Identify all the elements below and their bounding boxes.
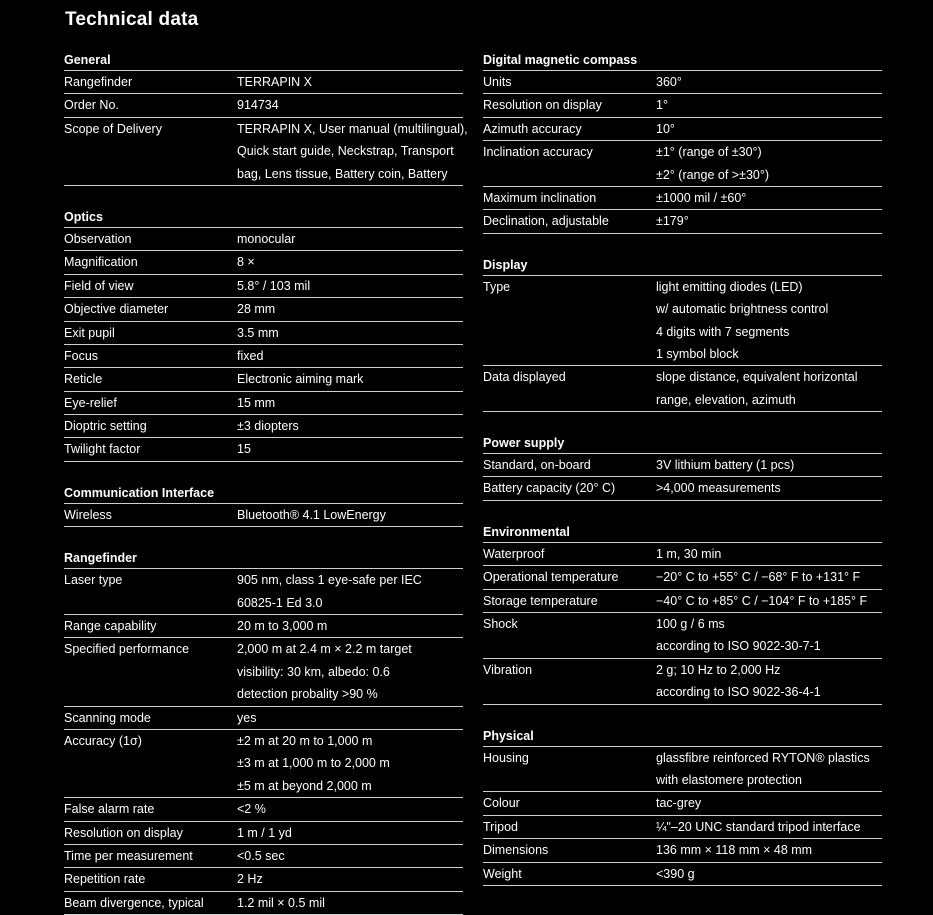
- spec-value-line: 360°: [656, 75, 682, 89]
- spec-value: [237, 415, 463, 437]
- spec-value-line: w/ automatic brightness control: [656, 302, 829, 317]
- spec-value: [237, 707, 463, 729]
- spec-label: Resolution on display: [64, 825, 183, 840]
- spec-value-line: 3.5 mm: [237, 325, 279, 340]
- spec-label: Type: [483, 279, 511, 294]
- spec-value-line: 905 nm, class 1 eye-safe per IEC: [237, 573, 422, 588]
- spec-row-shock: [483, 613, 882, 659]
- spec-value-line: ±2 m at 20 m to 1,000 m: [237, 733, 373, 748]
- spec-value-line: ¼"–20 UNC standard tripod interface: [656, 819, 861, 834]
- spec-value: [656, 659, 882, 704]
- spec-value-line: Electronic aiming mark: [237, 372, 364, 387]
- spec-label: Data displayed: [483, 370, 566, 385]
- spec-value-line: 2 g; 10 Hz to 2,000 Hz: [656, 662, 781, 677]
- spec-row-storage-temperature: [483, 590, 882, 613]
- spec-value: [237, 569, 463, 614]
- spec-value: [237, 615, 463, 637]
- spec-value-line: 20 m to 3,000 m: [237, 619, 328, 634]
- spec-value-line: glassfibre reinforced RYTON® plastics: [656, 750, 870, 765]
- spec-label: Field of view: [64, 278, 134, 293]
- spec-value: [237, 638, 463, 705]
- spec-value-line: ±2° (range of >±30°): [656, 167, 770, 182]
- section-digital-magnetic-compass: [483, 50, 882, 234]
- left-column: [64, 50, 468, 915]
- spec-row-tripod: [483, 816, 882, 839]
- spec-value-line: 1 m, 30 min: [656, 546, 722, 561]
- spec-value: [656, 543, 882, 565]
- spec-row-time-per-measurement: [64, 845, 463, 868]
- spec-value: [237, 368, 463, 390]
- spec-value-line: 15: [237, 442, 251, 457]
- spec-label: Resolution on display: [483, 98, 602, 113]
- spec-row-resolution-on-display: [483, 94, 882, 117]
- spec-label: Magnification: [64, 255, 138, 270]
- spec-row-operational-temperature: [483, 566, 882, 589]
- section-title: Environmental: [483, 522, 882, 543]
- spec-value: [656, 566, 882, 588]
- spec-label: Order No.: [64, 98, 119, 113]
- spec-label: Observation: [64, 231, 132, 246]
- spec-value-line: ±3 m at 1,000 m to 2,000 m: [237, 756, 390, 771]
- spec-value: [237, 392, 463, 414]
- spec-value-line: 2 Hz: [237, 872, 263, 887]
- spec-label: Dioptric setting: [64, 419, 147, 434]
- spec-value-line: monocular: [237, 231, 296, 246]
- spec-value-line: according to ISO 9022-30-7-1: [656, 639, 821, 654]
- spec-label: Scanning mode: [64, 710, 151, 725]
- section-gap: [483, 705, 882, 726]
- spec-label: Shock: [483, 617, 518, 632]
- spec-value-line: −20° C to +55° C / −68° F to +131° F: [656, 570, 861, 585]
- spec-value-line: 2,000 m at 2.4 m × 2.2 m target: [237, 642, 412, 657]
- section-title: General: [64, 50, 463, 71]
- spec-value: [237, 94, 463, 116]
- spec-label: Tripod: [483, 819, 518, 834]
- section-gap: [483, 501, 882, 522]
- section-title: Digital magnetic compass: [483, 50, 882, 71]
- spec-label: Housing: [483, 750, 529, 765]
- spec-value-line: 5.8° / 103 mil: [237, 278, 311, 293]
- spec-label: Battery capacity (20° C): [483, 481, 616, 496]
- section-title: Communication Interface: [64, 483, 463, 504]
- spec-value-line: <2 %: [237, 802, 266, 817]
- spec-value-line: 28 mm: [237, 302, 276, 317]
- spec-value-line: ±5 m at beyond 2,000 m: [237, 778, 372, 793]
- spec-value: [237, 298, 463, 320]
- spec-label: Wireless: [64, 507, 112, 522]
- section-display: [483, 255, 882, 412]
- spec-row-dioptric-setting: [64, 415, 463, 438]
- spec-value-line: 914734: [237, 98, 279, 113]
- spec-label: Azimuth accuracy: [483, 121, 582, 136]
- spec-value: [656, 94, 882, 116]
- spec-value: [656, 863, 882, 885]
- spec-label: Focus: [64, 348, 99, 363]
- spec-value: [656, 590, 882, 612]
- spec-value: [237, 228, 463, 250]
- spec-row-colour: [483, 792, 882, 815]
- spec-value-line: −40° C to +85° C / −104° F to +185° F: [656, 593, 868, 608]
- spec-label: Standard, on-board: [483, 458, 591, 473]
- spec-row-objective-diameter: [64, 298, 463, 321]
- spec-row-range-capability: [64, 615, 463, 638]
- spec-label: Eye-relief: [64, 395, 117, 410]
- page-title: Technical data: [65, 9, 199, 30]
- spec-label: Operational temperature: [483, 570, 619, 585]
- spec-value: [237, 845, 463, 867]
- spec-label: Units: [483, 75, 512, 89]
- spec-value: [656, 210, 882, 232]
- spec-row-field-of-view: [64, 275, 463, 298]
- spec-value-line: ±1° (range of ±30°): [656, 145, 762, 160]
- spec-value-line: 1°: [656, 98, 668, 113]
- spec-row-dimensions: [483, 839, 882, 862]
- spec-value-line: 136 mm × 118 mm × 48 mm: [656, 843, 813, 858]
- spec-value-line: detection probality >90 %: [237, 687, 378, 702]
- spec-label: Reticle: [64, 372, 103, 387]
- spec-label: Dimensions: [483, 843, 549, 858]
- section-title: Optics: [64, 207, 463, 228]
- spec-value-line: 100 g / 6 ms: [656, 617, 725, 632]
- spec-label: Specified performance: [64, 642, 190, 657]
- spec-value: [656, 454, 882, 476]
- spec-row-battery-capacity-20-c: [483, 477, 882, 500]
- spec-row-azimuth-accuracy: [483, 118, 882, 141]
- spec-value-line: with elastomere protection: [656, 772, 802, 787]
- spec-row-scanning-mode: [64, 707, 463, 730]
- spec-value-line: 1 m / 1 yd: [237, 825, 292, 840]
- spec-label: Twilight factor: [64, 442, 141, 457]
- section-title: Power supply: [483, 433, 882, 454]
- spec-value: [656, 613, 882, 658]
- spec-value-line: 10°: [656, 121, 675, 136]
- spec-value: [656, 366, 882, 411]
- section-communication-interface: [64, 483, 463, 527]
- spec-value-line: TERRAPIN X: [237, 75, 313, 89]
- spec-row-housing: [483, 747, 882, 793]
- spec-row-beam-divergence-typical: [64, 892, 463, 915]
- spec-row-maximum-inclination: [483, 187, 882, 210]
- spec-label: Vibration: [483, 662, 533, 677]
- spec-value: [237, 275, 463, 297]
- section-gap: [64, 527, 463, 548]
- section-power-supply: [483, 433, 882, 501]
- spec-row-declination-adjustable: [483, 210, 882, 233]
- section-environmental: [483, 522, 882, 705]
- spec-value-line: >4,000 measurements: [656, 481, 781, 496]
- spec-row-order-no: [64, 94, 463, 117]
- spec-value: [656, 141, 882, 186]
- spec-value: [656, 839, 882, 861]
- spec-value-line: ±179°: [656, 214, 689, 229]
- spec-label: Declination, adjustable: [483, 214, 609, 229]
- spec-value-line: range, elevation, azimuth: [656, 392, 796, 407]
- spec-value: [656, 118, 882, 140]
- spec-value: [656, 477, 882, 499]
- spec-value-line: light emitting diodes (LED): [656, 279, 803, 294]
- spec-value: [237, 892, 463, 914]
- section-gap: [483, 234, 882, 255]
- spec-label: Inclination accuracy: [483, 145, 593, 160]
- spec-row-twilight-factor: [64, 438, 463, 461]
- section-title: Physical: [483, 726, 882, 747]
- spec-value: [656, 276, 882, 366]
- spec-row-waterproof: [483, 543, 882, 566]
- spec-label: Scope of Delivery: [64, 121, 162, 136]
- spec-value-line: according to ISO 9022-36-4-1: [656, 685, 821, 700]
- spec-row-laser-type: [64, 569, 463, 615]
- spec-label: Objective diameter: [64, 302, 169, 317]
- spec-row-units: [483, 71, 882, 94]
- spec-value-line: 15 mm: [237, 395, 276, 410]
- spec-value: [237, 251, 463, 273]
- spec-value-line: TERRAPIN X, User manual (multilingual),: [237, 121, 468, 136]
- section-gap: [64, 462, 463, 483]
- spec-value: [656, 71, 882, 93]
- spec-value-line: 3V lithium battery (1 pcs): [656, 458, 795, 473]
- spec-value-line: ±1000 mil / ±60°: [656, 190, 747, 205]
- spec-value: [656, 792, 882, 814]
- spec-value: [237, 118, 468, 185]
- spec-label: Maximum inclination: [483, 190, 597, 205]
- spec-value: [237, 730, 463, 797]
- section-title: Rangefinder: [64, 548, 463, 569]
- spec-row-focus: [64, 345, 463, 368]
- spec-label: Storage temperature: [483, 593, 598, 608]
- spec-value-line: 4 digits with 7 segments: [656, 324, 790, 339]
- spec-label: Beam divergence, typical: [64, 895, 204, 910]
- spec-row-reticle: [64, 368, 463, 391]
- spec-value-line: <0.5 sec: [237, 848, 285, 863]
- spec-row-exit-pupil: [64, 322, 463, 345]
- spec-label: Range capability: [64, 619, 157, 634]
- spec-row-accuracy-1: [64, 730, 463, 798]
- spec-value-line: Quick start guide, Neckstrap, Transport: [237, 144, 454, 159]
- spec-label: Rangefinder: [64, 75, 133, 89]
- spec-value-line: 1 symbol block: [656, 346, 739, 361]
- spec-row-inclination-accuracy: [483, 141, 882, 187]
- spec-label: Exit pupil: [64, 325, 115, 340]
- spec-label: Waterproof: [483, 546, 545, 561]
- spec-row-specified-performance: [64, 638, 463, 706]
- spec-value-line: ±3 diopters: [237, 419, 299, 434]
- spec-value: [237, 798, 463, 820]
- spec-value-line: Bluetooth® 4.1 LowEnergy: [237, 507, 386, 522]
- spec-value-line: yes: [237, 710, 257, 725]
- spec-value-line: tac-grey: [656, 796, 702, 811]
- spec-value: [237, 822, 463, 844]
- spec-label: Colour: [483, 796, 520, 811]
- spec-row-eye-relief: [64, 392, 463, 415]
- spec-row-rangefinder: [64, 71, 463, 94]
- spec-value: [656, 816, 882, 838]
- spec-value-line: 8 ×: [237, 255, 255, 270]
- spec-row-observation: [64, 228, 463, 251]
- spec-row-scope-of-delivery: [64, 118, 468, 186]
- spec-value: [237, 71, 463, 93]
- spec-row-resolution-on-display: [64, 822, 463, 845]
- section-rangefinder: [64, 548, 463, 915]
- spec-value: [656, 187, 882, 209]
- section-gap: [64, 186, 463, 207]
- spec-label: Repetition rate: [64, 872, 146, 887]
- spec-value: [656, 747, 882, 792]
- section-physical: [483, 726, 882, 886]
- spec-value: [237, 868, 463, 890]
- spec-value-line: 1.2 mil × 0.5 mil: [237, 895, 325, 910]
- spec-label: Weight: [483, 866, 522, 881]
- section-optics: [64, 207, 463, 462]
- spec-value: [237, 345, 463, 367]
- spec-row-type: [483, 276, 882, 367]
- section-gap: [483, 412, 882, 433]
- spec-value: [237, 504, 463, 526]
- spec-row-repetition-rate: [64, 868, 463, 891]
- spec-row-weight: [483, 863, 882, 886]
- spec-value-line: bag, Lens tissue, Battery coin, Battery: [237, 166, 448, 181]
- section-general: [64, 50, 468, 186]
- spec-label: Laser type: [64, 573, 123, 588]
- spec-row-false-alarm-rate: [64, 798, 463, 821]
- spec-row-data-displayed: [483, 366, 882, 412]
- spec-value: [237, 322, 463, 344]
- spec-value-line: visibility: 30 km, albedo: 0.6: [237, 664, 390, 679]
- right-column: [483, 50, 882, 886]
- spec-value-line: fixed: [237, 348, 264, 363]
- spec-label: False alarm rate: [64, 802, 155, 817]
- spec-value-line: slope distance, equivalent horizontal: [656, 370, 858, 385]
- spec-row-wireless: [64, 504, 463, 527]
- spec-row-vibration: [483, 659, 882, 705]
- spec-row-magnification: [64, 251, 463, 274]
- spec-value-line: <390 g: [656, 866, 695, 881]
- spec-label: Accuracy (1σ): [64, 733, 142, 748]
- spec-row-standard-on-board: [483, 454, 882, 477]
- spec-value-line: 60825-1 Ed 3.0: [237, 595, 323, 610]
- spec-label: Time per measurement: [64, 848, 193, 863]
- section-title: Display: [483, 255, 882, 276]
- spec-value: [237, 438, 463, 460]
